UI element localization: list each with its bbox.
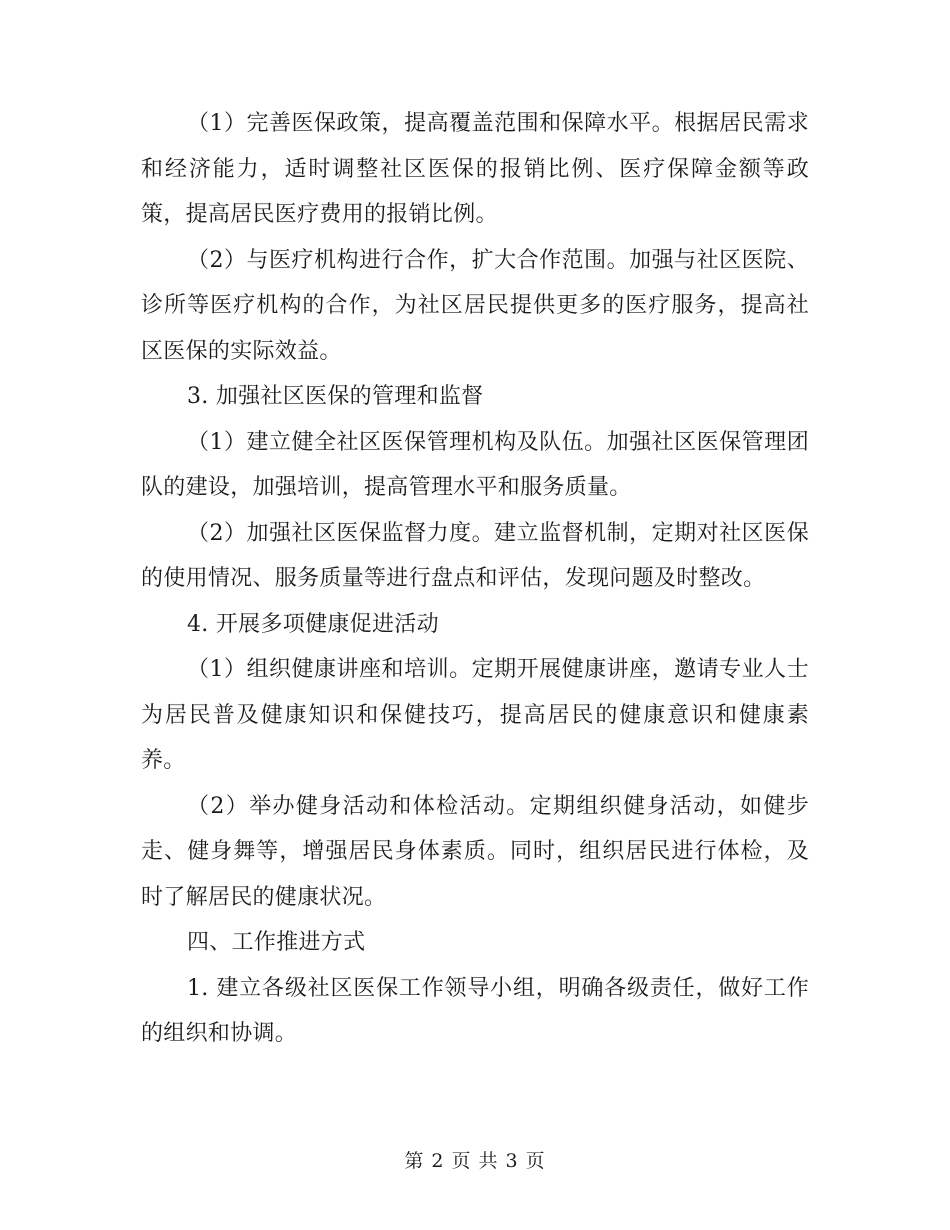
document-body (141, 101, 809, 1057)
paragraph-management-team: （1）建立健全社区医保管理机构及队伍。加强社区医保管理团队的建设，加强培训，提高管理水平和服务质量。 (141, 429, 809, 500)
paragraph-medical-cooperation: （2）与医疗机构进行合作，扩大合作范围。加强与社区医院、诊所等医疗机构的合作，为社区居民提供更多的医疗服务，提高社区医保的实际效益。 (141, 247, 809, 364)
section-heading-work-methods: 四、工作推进方式 (187, 930, 366, 955)
paragraph-leadership-group: 1. 建立各级社区医保工作领导小组，明确各级责任，做好工作的组织和协调。 (141, 975, 809, 1046)
paragraph-policy-improvement: （1）完善医保政策，提高覆盖范围和保障水平。根据居民需求和经济能力，适时调整社区医保的报销比例、医疗保障金额等政策，提高居民医疗费用的报销比例。 (141, 111, 809, 227)
section-heading-health-activities: 4. 开展多项健康促进活动 (187, 611, 439, 637)
section-heading-management: 3. 加强社区医保的管理和监督 (187, 384, 484, 409)
page-number-footer: 第 2 页 共 3 页 (404, 1150, 546, 1172)
paragraph-supervision: （2）加强社区医保监督力度。建立监督机制，定期对社区医保的使用情况、服务质量等进行盘点和评估，发现问题及时整改。 (141, 520, 809, 591)
paragraph-fitness-checkups: （2）举办健身活动和体检活动。定期组织健身活动，如健步走、健身舞等，增强居民身体素质。同时，组织居民进行体检，及时了解居民的健康状况。 (141, 793, 809, 910)
paragraph-health-lectures: （1）组织健康讲座和培训。定期开展健康讲座，邀请专业人士为居民普及健康知识和保健技巧，提高居民的健康意识和健康素养。 (141, 657, 809, 773)
